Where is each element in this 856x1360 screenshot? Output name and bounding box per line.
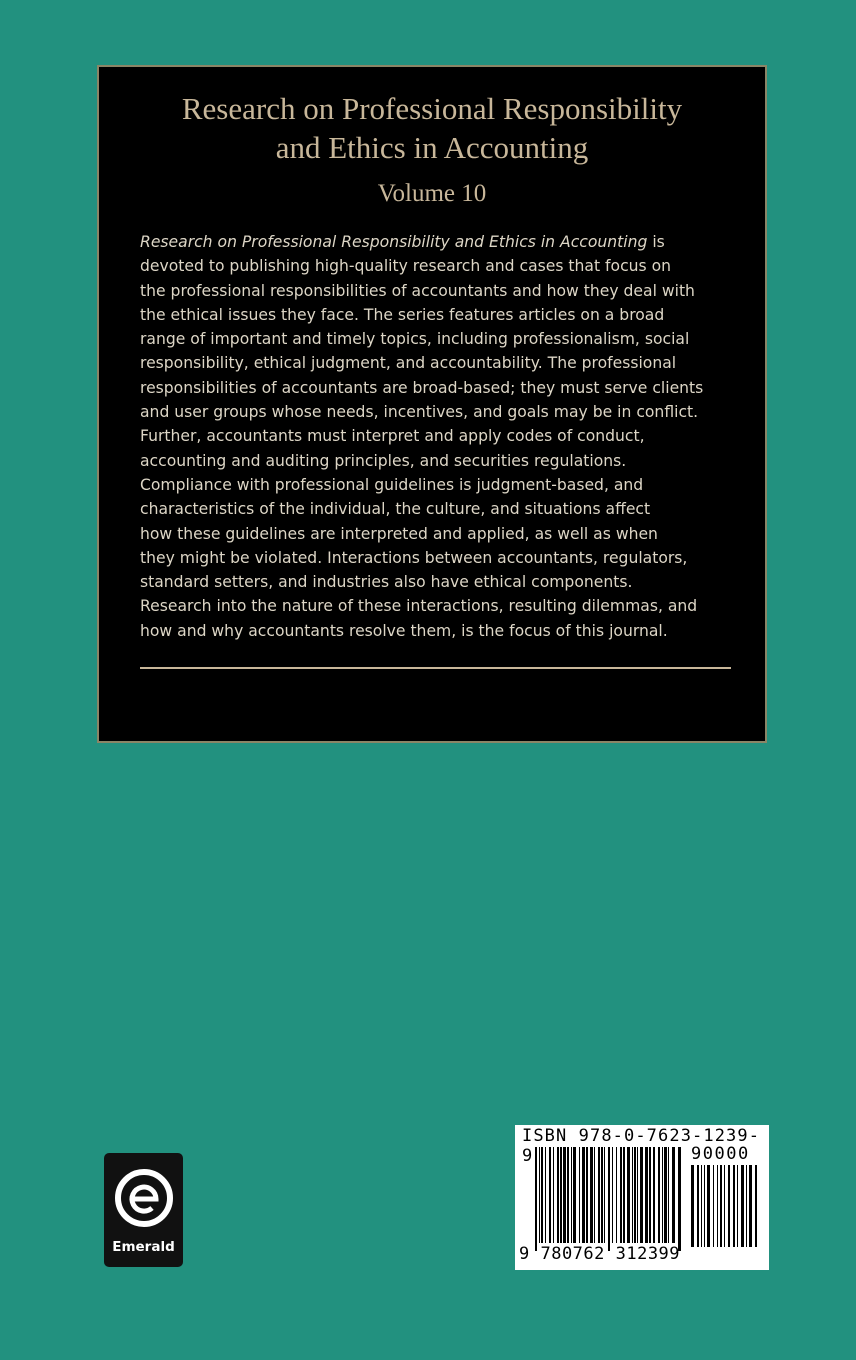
barcode-bar xyxy=(728,1165,730,1247)
barcode-bar xyxy=(737,1165,738,1247)
divider-rule xyxy=(140,667,731,669)
barcode-bar xyxy=(549,1147,551,1243)
description-line: standard setters, and industries also have ethical components. xyxy=(140,573,633,592)
barcode-bar xyxy=(627,1147,630,1243)
barcode-bar xyxy=(645,1147,648,1243)
barcode-bar xyxy=(733,1165,735,1247)
barcode-bar xyxy=(604,1147,605,1243)
description-line: accounting and auditing principles, and securities regulations. xyxy=(140,451,627,470)
barcode-bar xyxy=(701,1165,702,1247)
description-line: the professional responsibilities of accountants and how they deal with xyxy=(140,281,695,300)
barcode-bar xyxy=(582,1147,585,1243)
barcode-bar xyxy=(713,1165,714,1247)
barcode-bar xyxy=(623,1147,625,1243)
barcode-bar xyxy=(553,1147,554,1243)
barcode-bar xyxy=(563,1147,566,1243)
barcode-bar xyxy=(539,1147,540,1243)
barcode-bar xyxy=(586,1147,588,1243)
back-cover-panel xyxy=(97,65,767,743)
description-line: the ethical issues they face. The series features articles on a broad xyxy=(140,305,665,324)
barcode-bar xyxy=(557,1147,559,1243)
description-line: responsibility, ethical judgment, and accountability. The professional xyxy=(140,354,677,373)
barcode-bar xyxy=(691,1165,694,1247)
barcode-digits: 9 780762 312399 xyxy=(519,1244,681,1264)
description-line: they might be violated. Interactions between accountants, regulators, xyxy=(140,548,688,567)
volume-number: Volume 10 xyxy=(377,180,487,207)
description-line: range of important and timely topics, including professionalism, social xyxy=(140,330,690,349)
barcode-bar xyxy=(560,1147,562,1243)
barcode-bar xyxy=(598,1147,600,1243)
barcode-bar xyxy=(720,1165,722,1247)
barcode-bar xyxy=(672,1147,675,1243)
barcode-bar xyxy=(717,1165,718,1247)
description-line: Compliance with professional guidelines is judgment-based, and xyxy=(140,475,644,494)
series-title: Research on Professional Responsibility and Ethics in Accounting xyxy=(181,91,683,165)
description-line: responsibilities of accountants are broad-based; they must serve clients xyxy=(140,378,704,397)
barcode-bar xyxy=(658,1147,660,1243)
barcode-bar xyxy=(678,1147,681,1251)
barcode-bar xyxy=(755,1165,757,1247)
barcode-bar xyxy=(749,1165,752,1247)
price-addon-code: 90000 xyxy=(691,1144,750,1164)
barcode-bar xyxy=(608,1147,610,1251)
description-line: and user groups whose needs, incentives, and goals may be in conflict. xyxy=(140,403,699,422)
series-description xyxy=(140,230,740,643)
barcode-bar xyxy=(571,1147,572,1243)
description-line: characteristics of the individual, the culture, and situations affect xyxy=(140,500,651,519)
barcode-bar xyxy=(649,1147,651,1243)
barcode-bar xyxy=(579,1147,580,1243)
description-line: how and why accountants resolve them, is the focus of this journal. xyxy=(140,621,668,640)
barcode-bar xyxy=(704,1165,705,1247)
barcode-bar xyxy=(662,1147,663,1243)
barcode-bar xyxy=(620,1147,622,1243)
barcode-bar xyxy=(707,1165,710,1247)
isbn-barcode xyxy=(515,1125,769,1270)
isbn-label: ISBN 978-0-7623-1239-9 xyxy=(522,1126,761,1166)
description-line: how these guidelines are interpreted and applied, as well as when xyxy=(140,524,658,543)
description-lead-tail: is xyxy=(647,233,665,251)
barcode-bar xyxy=(541,1147,543,1243)
barcode-bar xyxy=(640,1147,643,1243)
barcode-bar xyxy=(746,1165,747,1247)
emerald-logo xyxy=(104,1153,183,1267)
barcode-bar xyxy=(697,1165,699,1247)
barcode-bar xyxy=(545,1147,546,1243)
barcode-bar xyxy=(616,1147,617,1243)
barcode-bar xyxy=(653,1147,655,1243)
description-line: Research into the nature of these interactions, resulting dilemmas, and xyxy=(140,597,698,616)
barcode-bar xyxy=(741,1165,744,1247)
publisher-name: Emerald xyxy=(112,1239,175,1255)
barcode-bar xyxy=(632,1147,633,1243)
description-line: devoted to publishing high-quality research and cases that focus on xyxy=(140,257,672,276)
barcode-bar xyxy=(612,1147,613,1243)
barcode-bar xyxy=(634,1147,636,1243)
barcode-bar xyxy=(590,1147,593,1243)
barcode-bar xyxy=(724,1165,725,1247)
description-line-1 xyxy=(140,230,740,254)
barcode-bar xyxy=(668,1147,669,1243)
barcode-bar xyxy=(594,1147,595,1243)
barcode-bar xyxy=(573,1147,576,1243)
barcode-bar xyxy=(567,1147,569,1243)
barcode-bar xyxy=(535,1147,537,1251)
emerald-logo-icon xyxy=(113,1161,175,1235)
description-lead-italic: Research on Professional Responsibility and Ethics in Accounting xyxy=(140,233,648,251)
barcode-bar xyxy=(637,1147,638,1243)
barcode-bar xyxy=(664,1147,667,1243)
description-line: Further, accountants must interpret and apply codes of conduct, xyxy=(140,427,645,446)
barcode-bar xyxy=(601,1147,603,1243)
